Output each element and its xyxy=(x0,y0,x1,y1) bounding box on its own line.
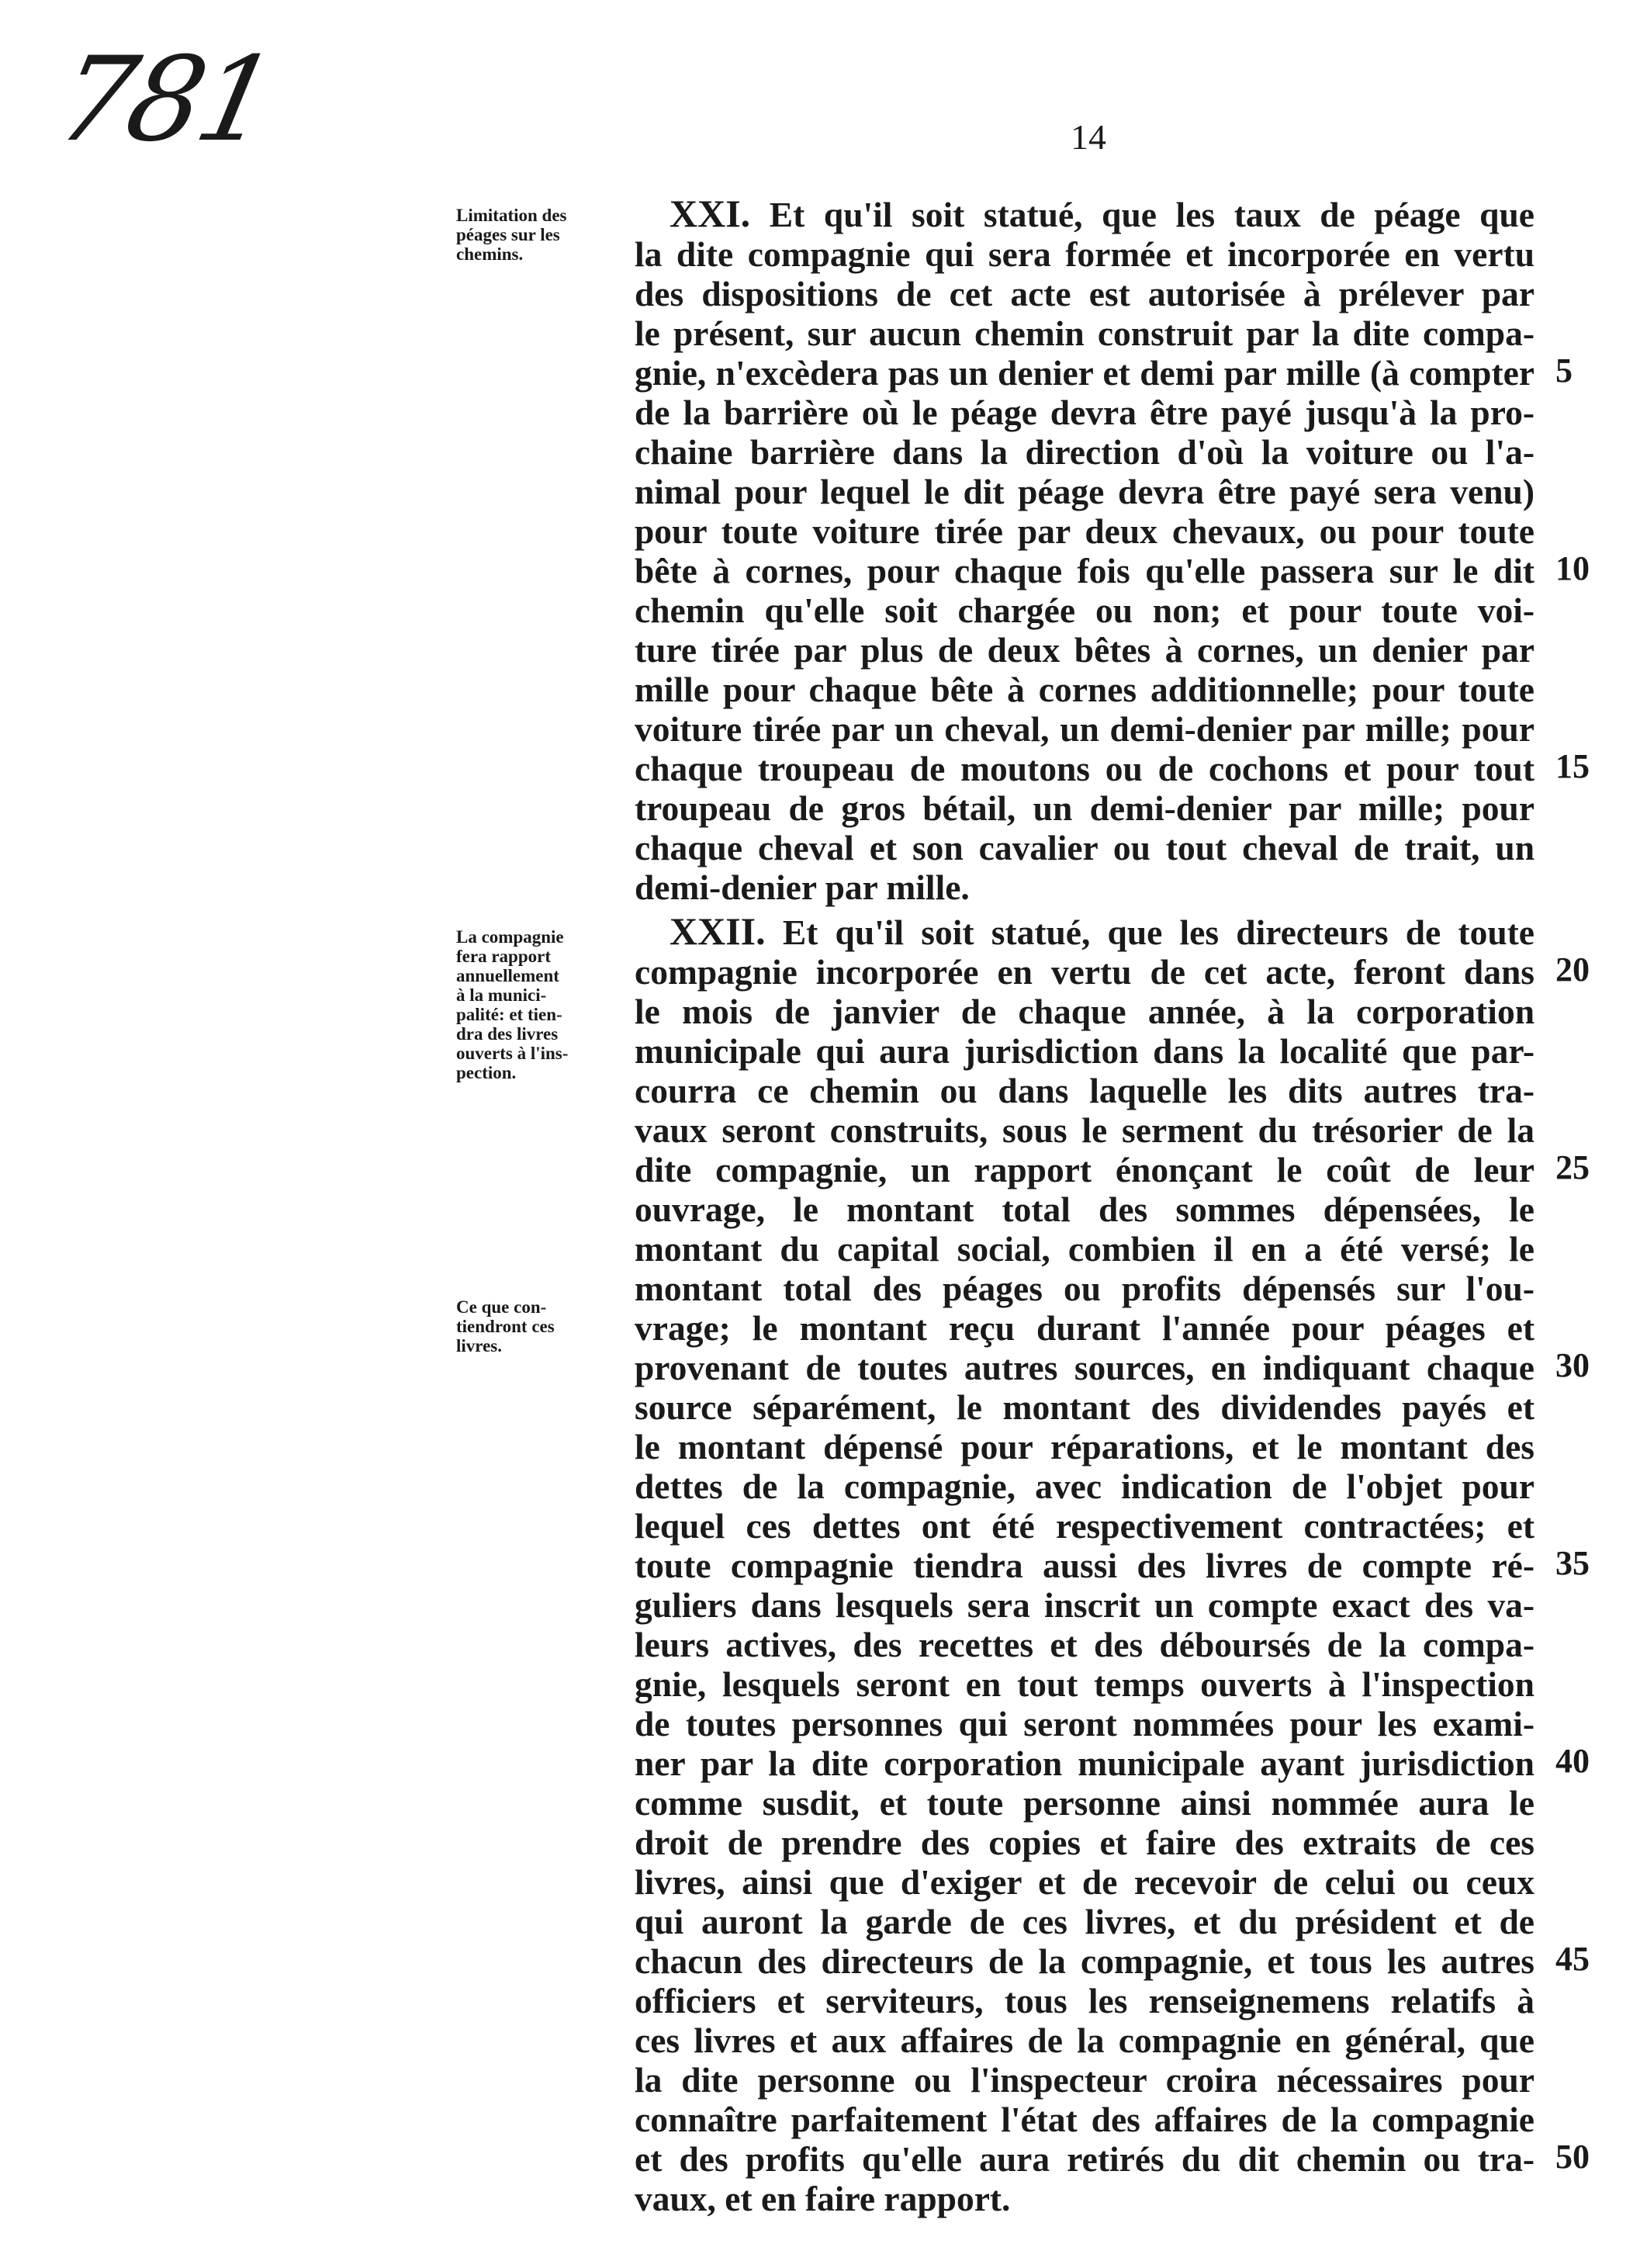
margin-note-livres xyxy=(456,1297,604,1356)
text-line xyxy=(635,194,1535,234)
text-line: et des profits qu'elle aura retirés du dit chemin ou tra- xyxy=(635,2139,1535,2179)
text-line: vrage; le montant reçu durant l'année pour péages et xyxy=(635,1308,1535,1348)
text-line: chaine barrière dans la direction d'où la voiture ou l'a- xyxy=(635,432,1535,472)
margin-note-rapport xyxy=(456,927,604,1082)
margin-note-line: livres. xyxy=(456,1336,502,1356)
text-line: chaque troupeau de moutons ou de cochons et pour tout xyxy=(635,749,1535,788)
text-line: compagnie incorporée en vertu de cet acte, feront dans xyxy=(635,952,1535,992)
text-line: montant total des péages ou profits dépensés sur l'ou- xyxy=(635,1269,1535,1308)
line-number: 35 xyxy=(1555,1544,1590,1582)
text-line: le montant dépensé pour réparations, et le montant des xyxy=(635,1427,1535,1466)
margin-note-limitation xyxy=(456,206,604,264)
text-line: la dite personne ou l'inspecteur croira nécessaires pour xyxy=(635,2060,1535,2100)
text-line: gnie, n'excèdera pas un denier et demi par mille (à compter xyxy=(635,353,1535,393)
text-line: courra ce chemin ou dans laquelle les dits autres tra- xyxy=(635,1071,1535,1110)
text-line: nimal pour lequel le dit péage devra être payé sera venu) xyxy=(635,472,1535,511)
line-number: 15 xyxy=(1555,747,1590,785)
text-line: voiture tirée par un cheval, un demi-denier par mille; pour xyxy=(635,709,1535,749)
margin-note-line: péages sur les xyxy=(456,225,560,244)
text-line: guliers dans lesquels sera inscrit un compte exact des va- xyxy=(635,1585,1535,1625)
line-number: 45 xyxy=(1555,1940,1590,1978)
margin-note-line: chemins. xyxy=(456,244,524,264)
text-line-content: Et qu'il soit statué, que les taux de péage que xyxy=(750,195,1535,234)
margin-note-line: fera rapport xyxy=(456,947,551,966)
line-number: 5 xyxy=(1555,351,1573,390)
text-line: source séparément, le montant des dividendes payés et xyxy=(635,1387,1535,1427)
text-line: des dispositions de cet acte est autorisée à prélever par xyxy=(635,274,1535,313)
section-heading: XXII. xyxy=(670,909,766,953)
text-line: vaux, et en faire rapport. xyxy=(635,2179,1011,2218)
text-line: gnie, lesquels seront en tout temps ouverts à l'inspection xyxy=(635,1664,1535,1704)
margin-note-line: La compagnie xyxy=(456,927,564,947)
text-line: ture tirée par plus de deux bêtes à cornes, un denier par xyxy=(635,630,1535,670)
section-xxi xyxy=(635,194,1535,907)
text-line: comme susdit, et toute personne ainsi nommée aura le xyxy=(635,1783,1535,1823)
text-line: officiers et serviteurs, tous les renseignemens relatifs à xyxy=(635,1981,1535,2020)
margin-note-line: Limitation des xyxy=(456,206,567,225)
text-line: lequel ces dettes ont été respectivement contractées; et xyxy=(635,1506,1535,1546)
text-line: droit de prendre des copies et faire des extraits de ces xyxy=(635,1823,1535,1862)
text-line: ner par la dite corporation municipale ayant jurisdiction xyxy=(635,1743,1535,1783)
text-line: qui auront la garde de ces livres, et du président et de xyxy=(635,1902,1535,1941)
line-number: 25 xyxy=(1555,1148,1590,1186)
line-number: 10 xyxy=(1555,549,1590,587)
text-line: montant du capital social, combien il en a été versé; le xyxy=(635,1229,1535,1269)
text-line: de la barrière où le péage devra être payé jusqu'à la pro- xyxy=(635,393,1535,432)
margin-note-line: dra des livres xyxy=(456,1024,559,1044)
text-line: ouvrage, le montant total des sommes dépensées, le xyxy=(635,1189,1535,1229)
line-number: 30 xyxy=(1555,1346,1590,1384)
margin-note-line: tiendront ces xyxy=(456,1317,555,1336)
text-line: livres, ainsi que d'exiger et de recevoir de celui ou ceux xyxy=(635,1862,1535,1902)
page-number: 14 xyxy=(1071,117,1106,157)
section-xxii xyxy=(635,909,1535,2218)
margin-note-line: annuellement xyxy=(456,966,559,985)
text-line: dite compagnie, un rapport énonçant le coût de leur xyxy=(635,1150,1535,1189)
text-line: chacun des directeurs de la compagnie, et tous les autres xyxy=(635,1941,1535,1981)
text-line: municipale qui aura jurisdiction dans la localité que par- xyxy=(635,1031,1535,1071)
text-line: vaux seront construits, sous le serment du trésorier de la xyxy=(635,1110,1535,1150)
handwritten-page-number: 781 xyxy=(46,33,283,168)
text-line: le mois de janvier de chaque année, à la corporation xyxy=(635,992,1535,1031)
line-number: 20 xyxy=(1555,950,1590,989)
margin-note-line: pection. xyxy=(456,1063,517,1082)
text-line: toute compagnie tiendra aussi des livres de compte ré- xyxy=(635,1546,1535,1585)
text-line: chaque cheval et son cavalier ou tout cheval de trait, un xyxy=(635,828,1535,867)
text-line: demi-denier par mille. xyxy=(635,867,970,907)
text-line: chemin qu'elle soit chargée ou non; et pour toute voi- xyxy=(635,590,1535,630)
text-line: de toutes personnes qui seront nommées pour les exami- xyxy=(635,1704,1535,1743)
line-number: 40 xyxy=(1555,1742,1590,1780)
text-line: troupeau de gros bétail, un demi-denier par mille; pour xyxy=(635,788,1535,828)
text-line: le présent, sur aucun chemin construit par la dite compa- xyxy=(635,313,1535,353)
text-line: bête à cornes, pour chaque fois qu'elle passera sur le dit xyxy=(635,551,1535,590)
text-line: mille pour chaque bête à cornes additionnelle; pour toute xyxy=(635,670,1535,709)
text-line: pour toute voiture tirée par deux chevaux, ou pour toute xyxy=(635,511,1535,551)
text-line: ces livres et aux affaires de la compagnie en général, que xyxy=(635,2020,1535,2060)
text-line: dettes de la compagnie, avec indication de l'objet pour xyxy=(635,1466,1535,1506)
margin-note-line: à la munici- xyxy=(456,985,547,1005)
margin-note-line: palité: et tien- xyxy=(456,1005,562,1024)
line-number: 50 xyxy=(1555,2138,1590,2176)
text-line xyxy=(635,909,1535,953)
text-line: leurs actives, des recettes et des déboursés de la compa- xyxy=(635,1625,1535,1664)
section-heading: XXI. xyxy=(670,192,751,235)
text-line: connaître parfaitement l'état des affaires de la compagnie xyxy=(635,2100,1535,2139)
text-line-content: Et qu'il soit statué, que les directeurs de toute xyxy=(765,912,1535,952)
text-line: la dite compagnie qui sera formée et incorporée en vertu xyxy=(635,234,1535,274)
margin-note-line: Ce que con- xyxy=(456,1297,547,1317)
text-line: provenant de toutes autres sources, en indiquant chaque xyxy=(635,1348,1535,1387)
margin-note-line: ouverts à l'ins- xyxy=(456,1044,569,1063)
